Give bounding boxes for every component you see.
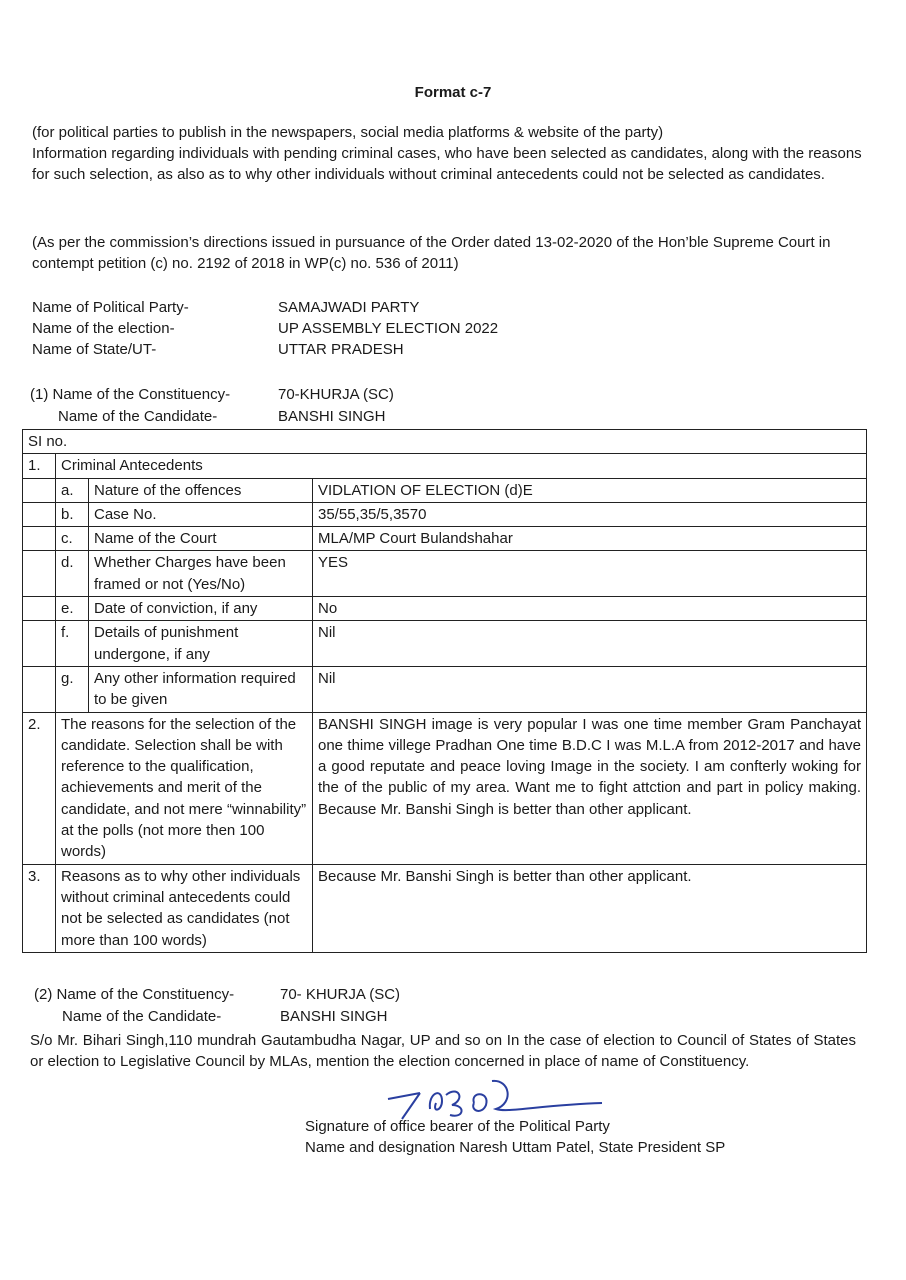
intro-paragraph <box>32 122 882 185</box>
table-row <box>23 478 867 502</box>
table-row <box>23 527 867 551</box>
constituency-1-label: (1) Name of the Constituency- <box>30 386 231 403</box>
row-d-sub: d. <box>56 551 89 597</box>
section-1-number: 1. <box>23 454 56 478</box>
candidate-1-label: Name of the Candidate- <box>58 408 218 425</box>
row-g-sub: g. <box>56 666 89 712</box>
section-2-label: The reasons for the selection of the candidate. Selection shall be with reference to the qualification, achievements and merit of the candidate, and not mere “winnability” at the polls (not more then 100 words) <box>56 712 313 864</box>
row-e-label: Date of conviction, if any <box>89 597 313 621</box>
election-row <box>32 318 632 339</box>
row-a-value: VIDLATION OF ELECTION (d)E <box>313 478 867 502</box>
state-row <box>32 339 632 360</box>
row-d-label: Whether Charges have been framed or not (Yes/No) <box>89 551 313 597</box>
candidate-1-row <box>30 406 530 428</box>
election-label: Name of the election- <box>32 320 175 337</box>
party-row <box>32 297 632 318</box>
constituency-1-row <box>30 384 530 406</box>
constituency-1-value: 70-KHURJA (SC) <box>278 386 394 403</box>
state-label: Name of State/UT- <box>32 341 157 358</box>
candidate-1-details <box>30 384 530 428</box>
constituency-2-value: 70- KHURJA (SC) <box>280 986 401 1003</box>
state-value: UTTAR PRADESH <box>278 341 404 358</box>
table-row <box>23 551 867 597</box>
section-3-row <box>23 864 867 952</box>
party-value: SAMAJWADI PARTY <box>278 299 420 316</box>
section-2-row <box>23 712 867 864</box>
row-b-sub: b. <box>56 502 89 526</box>
section-2-number: 2. <box>23 712 56 864</box>
row-d-value: YES <box>313 551 867 597</box>
designation-line: Name and designation Naresh Uttam Patel, State President SP <box>305 1139 726 1156</box>
document-title: Format c-7 <box>414 84 492 101</box>
section-1-row <box>23 454 867 478</box>
table-row <box>23 502 867 526</box>
address-note: S/o Mr. Bihari Singh,110 mundrah Gautambudha Nagar, UP and so on In the case of election to Council of States of States or election to Legislative Council by MLAs, mention the election concerned in place of name of Constituency. <box>30 1032 856 1070</box>
candidate-2-label: Name of the Candidate- <box>62 1008 222 1025</box>
party-details <box>32 297 632 360</box>
section-3-number: 3. <box>23 864 56 952</box>
party-label: Name of Political Party- <box>32 299 189 316</box>
order-note: (As per the commission’s directions issued in pursuance of the Order dated 13-02-2020 of the Hon’ble Supreme Court in contempt petition (c) no. 2192 of 2018 in WP(c) no. 536 of 2011) <box>32 234 831 272</box>
row-c-sub: c. <box>56 527 89 551</box>
signature-block <box>305 1116 865 1158</box>
section-3-value: Because Mr. Banshi Singh is better than other applicant. <box>313 864 867 952</box>
row-e-value: No <box>313 597 867 621</box>
table-row <box>23 597 867 621</box>
candidate-2-row <box>34 1006 534 1028</box>
candidate-2-value: BANSHI SINGH <box>280 1008 388 1025</box>
table-row <box>23 666 867 712</box>
row-e-sub: e. <box>56 597 89 621</box>
row-c-value: MLA/MP Court Bulandshahar <box>313 527 867 551</box>
table-row <box>23 621 867 667</box>
constituency-2-label: (2) Name of the Constituency- <box>34 986 235 1003</box>
row-b-value: 35/55,35/5,3570 <box>313 502 867 526</box>
intro-line-information: Information regarding individuals with pending criminal cases, who have been selected as candidates, along with the reasons for such selection, as also as to why other individuals without criminal antecedents could not be selected as candidates. <box>32 145 862 183</box>
row-g-label: Any other information required to be given <box>89 666 313 712</box>
section-3-label: Reasons as to why other individuals without criminal antecedents could not be selected as candidates (not more than 100 words) <box>56 864 313 952</box>
section-2-value: BANSHI SINGH image is very popular I was one time member Gram Panchayat one thime villege Pradhan One time B.D.C I was M.L.A from 2012-2017 and have a good reputate and peace loving Image in the society. I am confterly woking for the of the public of my area. Want me to fight attction and part in policy making. Because Mr. Banshi Singh is better than other applicant. <box>313 712 867 864</box>
constituency-2-row <box>34 984 534 1006</box>
signature-line: Signature of office bearer of the Political Party <box>305 1118 610 1135</box>
section-1-title: Criminal Antecedents <box>56 454 867 478</box>
row-a-sub: a. <box>56 478 89 502</box>
criminal-antecedents-table <box>22 429 867 953</box>
row-f-label: Details of punishment undergone, if any <box>89 621 313 667</box>
sl-no-header: SI no. <box>23 430 867 454</box>
candidate-2-details <box>34 984 534 1028</box>
row-g-value: Nil <box>313 666 867 712</box>
table-header-row <box>23 430 867 454</box>
row-f-sub: f. <box>56 621 89 667</box>
row-a-label: Nature of the offences <box>89 478 313 502</box>
row-c-label: Name of the Court <box>89 527 313 551</box>
election-value: UP ASSEMBLY ELECTION 2022 <box>278 320 499 337</box>
intro-line-publish: (for political parties to publish in the newspapers, social media platforms & website of the party) <box>32 124 664 141</box>
row-f-value: Nil <box>313 621 867 667</box>
candidate-1-value: BANSHI SINGH <box>278 408 386 425</box>
row-b-label: Case No. <box>89 502 313 526</box>
